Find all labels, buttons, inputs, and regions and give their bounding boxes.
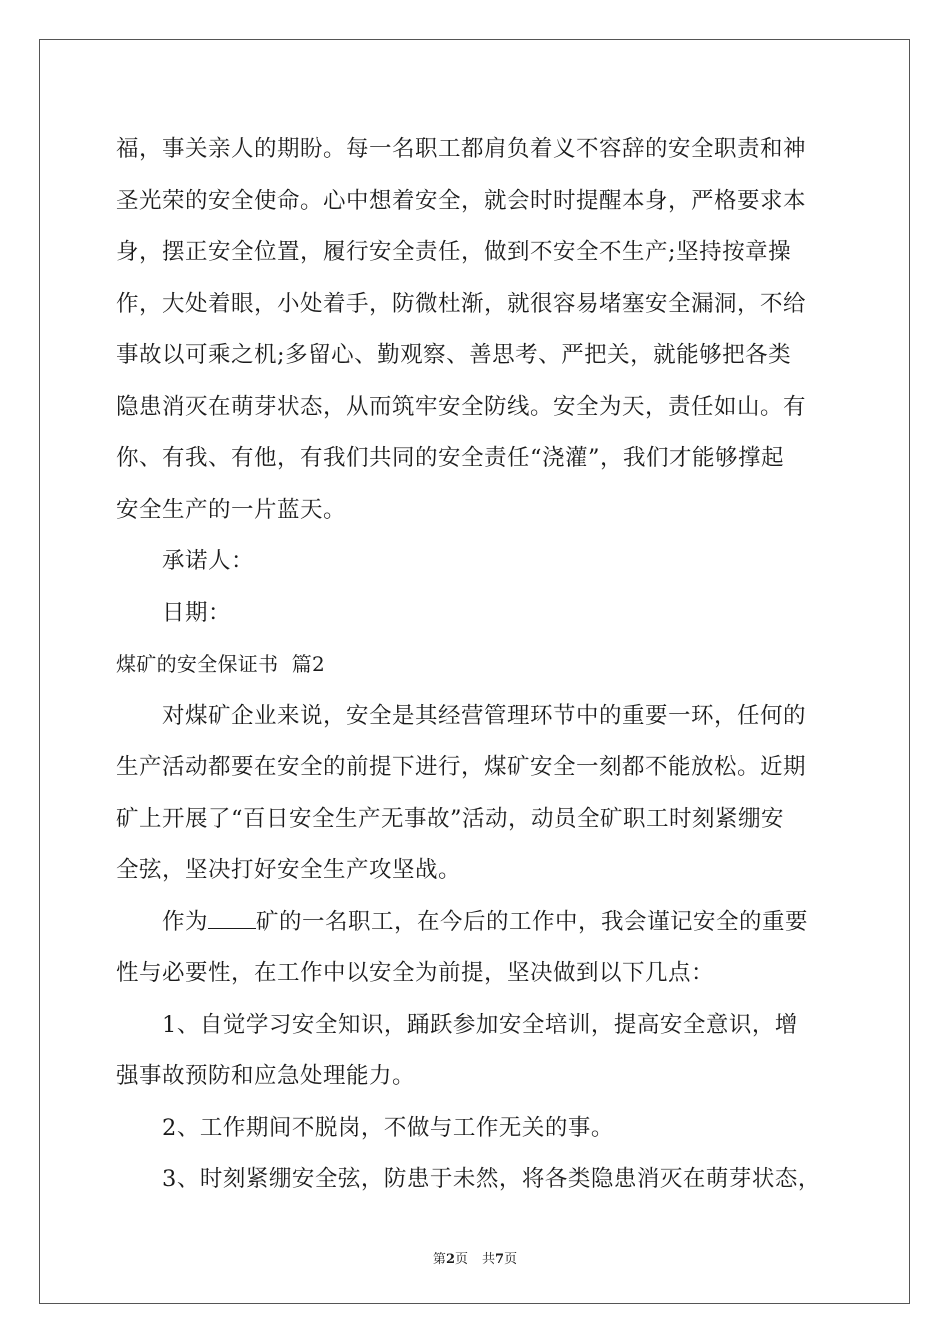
paragraph-line: 性与必要性，在工作中以安全为前提，坚决做到以下几点： — [116, 960, 715, 986]
page-number: 2 — [445, 1252, 455, 1267]
paragraph-line: 对煤矿企业来说，安全是其经营管理环节中的重要一环，任何的 — [162, 702, 807, 729]
paragraph-line: 身，摆正安全位置，履行安全责任，做到不安全不生产;坚持按章操 — [116, 239, 792, 265]
list-item-continuation: 强事故预防和应急处理能力。 — [116, 1063, 416, 1089]
paragraph-line: 事故以可乘之机;多留心、勤观察、善思考、严把关，就能够把各类 — [116, 342, 792, 368]
page-prefix: 第 — [432, 1252, 446, 1267]
total-pages: 7 — [495, 1252, 505, 1267]
paragraph-line: 圣光荣的安全使命。心中想着安全，就会时时提醒本身，严格要求本 — [116, 187, 807, 214]
page-suffix: 页 — [454, 1252, 468, 1267]
list-item: 2、工作期间不脱岗，不做与工作无关的事。 — [162, 1114, 614, 1141]
paragraph-line: 福，事关亲人的期盼。每一名职工都肩负着义不容辞的安全职责和神 — [116, 136, 807, 162]
paragraph-line: 作，大处着眼，小处着手，防微杜渐，就很容易堵塞安全漏洞，不给 — [116, 290, 807, 317]
page-footer — [0, 1248, 950, 1267]
total-suffix: 页 — [504, 1252, 518, 1267]
paragraph-line: 安全生产的一片蓝天。 — [116, 496, 347, 523]
paragraph-line: 你、有我、有他，有我们共同的安全责任“浇灌”，我们才能够撑起 — [116, 445, 785, 471]
list-item: 1、自觉学习安全知识，踊跃参加安全培训，提高安全意识，增 — [162, 1011, 798, 1038]
paragraph-line: 矿上开展了“百日安全生产无事故”活动，动员全矿职工时刻紧绷安 — [116, 805, 785, 832]
date-label: 日期： — [162, 599, 232, 626]
paragraph-prefix: 作为 — [162, 908, 209, 935]
fill-in-blank — [208, 908, 256, 929]
section-heading: 煤矿的安全保证书 篇2 — [116, 652, 326, 676]
paragraph-line: 全弦，坚决打好安全生产攻坚战。 — [116, 857, 462, 883]
paragraph-line: 生产活动都要在安全的前提下进行，煤矿安全一刻都不能放松。近期 — [116, 754, 807, 780]
paragraph-line-with-blank — [116, 897, 836, 949]
document-body — [116, 124, 836, 1206]
list-item: 3、时刻紧绷安全弦，防患于未然，将各类隐患消灭在萌芽状态， — [162, 1166, 821, 1192]
paragraph-line: 隐患消灭在萌芽状态，从而筑牢安全防线。安全为天，责任如山。有 — [116, 393, 807, 420]
paragraph-suffix: 矿的一名职工，在今后的工作中，我会谨记安全的重要 — [256, 908, 809, 935]
total-prefix: 共 — [482, 1252, 496, 1267]
promisor-label: 承诺人： — [162, 548, 255, 574]
